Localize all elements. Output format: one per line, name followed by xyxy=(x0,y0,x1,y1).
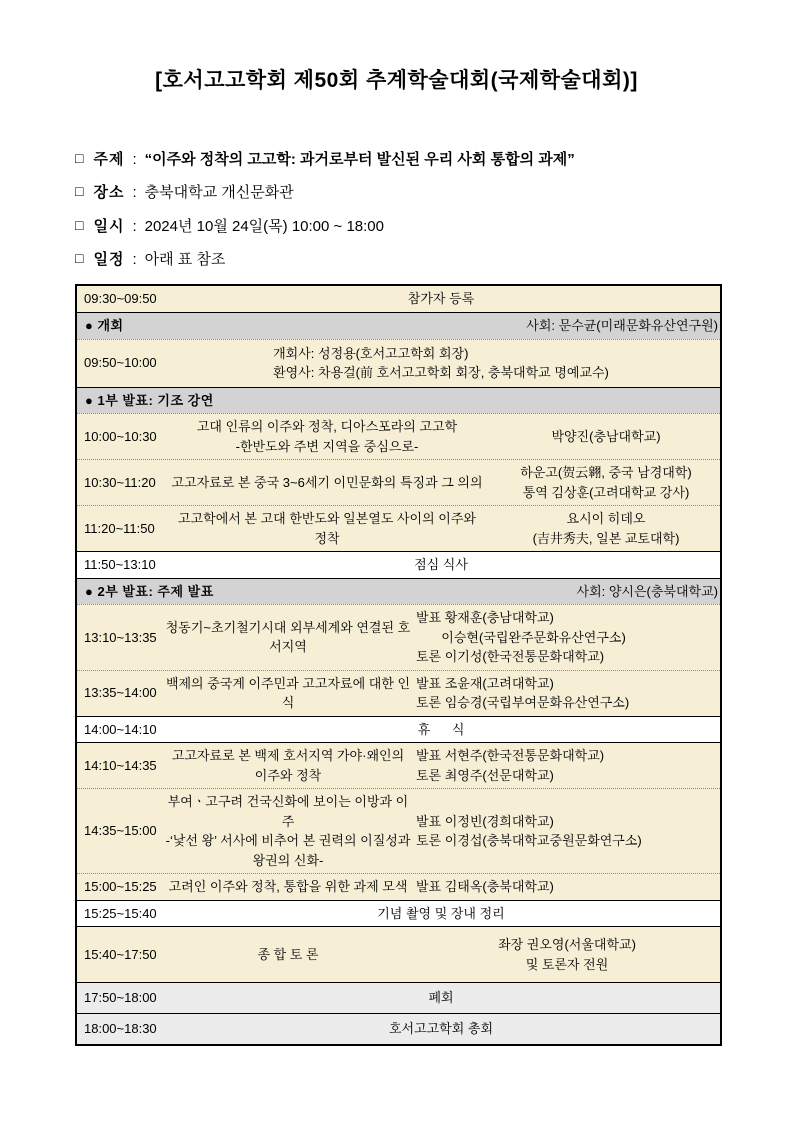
section-label: ● 개회 xyxy=(85,318,124,333)
presentation-title-line: 정착 xyxy=(314,530,340,546)
schedule-row xyxy=(77,982,720,1013)
speaker-line: 발표 황재훈(충남대학교) xyxy=(416,610,554,625)
presentation-title-line: 종 합 토 론 xyxy=(257,946,319,962)
presentation-title-line: 청동기~초기철기시대 외부세계와 연결된 호서지역 xyxy=(165,619,411,655)
time-cell: 14:35~15:00 xyxy=(84,823,157,839)
square-bullet-icon: □ xyxy=(75,183,84,200)
speaker-line: 발표 김태옥(충북대학교) xyxy=(416,879,554,894)
time-cell: 13:35~14:00 xyxy=(84,685,157,701)
info-value: 충북대학교 개신문화관 xyxy=(144,184,294,202)
speaker-cell xyxy=(492,460,720,505)
opening-lines xyxy=(273,344,609,383)
speaker-line: 발표 서현주(한국전통문화대학교) xyxy=(416,748,605,763)
speaker-cell xyxy=(414,743,720,788)
speaker-line: 발표 조윤재(고려대학교) xyxy=(416,675,554,691)
presentation-title-cell xyxy=(162,743,414,788)
opening-cell xyxy=(162,340,720,387)
event-cell: 휴 식 xyxy=(417,721,465,737)
opening-line: 환영사: 차용걸(前 호서고고학회 회장, 충북대학교 명예교수) xyxy=(273,365,609,380)
presentation-title-line: 부여ㆍ고구려 건국신화에 보이는 이방과 이주 xyxy=(167,794,409,829)
moderator-text xyxy=(718,388,720,414)
presentation-title-line: 고고학에서 본 고대 한반도와 일본열도 사이의 이주와 xyxy=(178,511,476,526)
info-label: 주제 xyxy=(93,151,125,168)
time-cell: 10:00~10:30 xyxy=(84,428,157,444)
schedule-row xyxy=(77,900,720,927)
info-label: 일정 xyxy=(93,250,125,268)
presentation-title-line: -한반도와 주변 지역을 중심으로- xyxy=(235,438,419,454)
time-cell: 14:00~14:10 xyxy=(84,721,157,737)
event-cell: 기념 촬영 및 장내 정리 xyxy=(377,905,505,921)
presentation-title-cell xyxy=(162,789,414,873)
time-cell: 18:00~18:30 xyxy=(84,1021,157,1037)
page-title: [호서고고학회 제50회 추계학술대회(국제학술대회)] xyxy=(155,69,638,92)
schedule-row xyxy=(77,670,720,716)
schedule-row xyxy=(77,387,720,414)
schedule-row xyxy=(77,788,720,873)
presentation-title-line: 고대 인류의 이주와 정착, 디아스포라의 고고학 xyxy=(196,419,458,434)
schedule-row xyxy=(77,926,720,982)
time-cell: 10:30~11:20 xyxy=(84,474,156,490)
info-colon: : xyxy=(132,250,137,268)
speaker-line: 좌장 권오영(서울대학교) xyxy=(498,937,636,952)
schedule-row xyxy=(77,1013,720,1044)
square-bullet-icon: □ xyxy=(75,249,84,266)
speaker-line: 토론 이기성(한국전통문화대학교) xyxy=(416,649,605,664)
speaker-cell xyxy=(414,927,720,982)
schedule-row xyxy=(77,578,720,605)
schedule-row xyxy=(77,604,720,670)
info-label: 일시 xyxy=(93,217,125,235)
presentation-title-cell xyxy=(162,506,492,551)
speaker-cell xyxy=(414,874,720,900)
schedule-row xyxy=(77,873,720,900)
speaker-cell xyxy=(414,671,720,716)
presentation-title-line: 백제의 중국계 이주민과 고고자료에 대한 인식 xyxy=(165,675,411,710)
time-cell: 11:50~13:10 xyxy=(84,557,156,572)
speaker-cell xyxy=(492,506,720,551)
info-label: 장소 xyxy=(93,184,125,202)
speaker-line: 박양진(충남대학교) xyxy=(551,428,661,444)
event-cell: 호서고고학회 총회 xyxy=(388,1021,494,1037)
info-value: “이주와 정착의 고고학: 과거로부터 발신된 우리 사회 통합의 과제” xyxy=(144,151,575,168)
presentation-title-cell xyxy=(162,671,414,716)
speaker-line: 토론 임승경(국립부여문화유산연구소) xyxy=(416,695,630,710)
presentation-title-line: 고고자료로 본 중국 3~6세기 이민문화의 특징과 그 의의 xyxy=(171,474,483,490)
schedule-table xyxy=(75,284,722,1046)
square-bullet-icon: □ xyxy=(75,216,84,233)
time-cell: 15:25~15:40 xyxy=(84,905,157,921)
moderator-text: 사회: 양시은(충북대학교) xyxy=(576,583,718,599)
speaker-line: 토론 이경섭(충북대학교중원문화연구소) xyxy=(416,833,642,848)
presentation-title-line: 고고자료로 본 백제 호서지역 가야·왜인의 이주와 정착 xyxy=(171,748,405,783)
schedule-row xyxy=(77,286,720,312)
presentation-title-line: 고려인 이주와 정착, 통합을 위한 과제 모색 xyxy=(168,879,408,894)
presentation-title-cell xyxy=(162,414,492,459)
presentation-title-cell xyxy=(162,460,492,505)
speaker-cell xyxy=(492,414,720,459)
presentation-title-cell xyxy=(162,927,414,982)
schedule-row xyxy=(77,551,720,578)
schedule-row xyxy=(77,716,720,743)
schedule-row xyxy=(77,742,720,788)
speaker-line: (吉井秀夫, 일본 교토대학) xyxy=(532,530,680,546)
section-label: ● 1부 발표: 기조 강연 xyxy=(85,392,214,408)
speaker-cell xyxy=(414,789,720,873)
schedule-row xyxy=(77,339,720,387)
presentation-title-cell xyxy=(162,874,414,900)
moderator-text: 사회: 문수균(미래문화유산연구원) xyxy=(526,318,718,333)
speaker-line: 통역 김상훈(고려대학교 강사) xyxy=(522,484,690,500)
schedule-row xyxy=(77,459,720,505)
schedule-row xyxy=(77,505,720,551)
time-cell: 14:10~14:35 xyxy=(84,757,157,773)
schedule-row xyxy=(77,312,720,339)
speaker-line: 발표 이정빈(경희대학교) xyxy=(416,813,554,829)
info-item xyxy=(75,183,723,203)
time-cell: 11:20~11:50 xyxy=(84,520,155,536)
speaker-cell xyxy=(414,605,720,670)
opening-line: 개회사: 성정용(호서고고학회 회장) xyxy=(273,345,469,361)
speaker-line: 요시이 히데오 xyxy=(566,511,646,526)
time-cell: 13:10~13:35 xyxy=(84,629,157,645)
time-cell: 15:40~17:50 xyxy=(84,946,157,962)
time-cell: 09:50~10:00 xyxy=(84,355,157,371)
presentation-title-line: -‘낯선 왕’ 서사에 비추어 본 권력의 이질성과 왕권의 신화- xyxy=(165,833,411,868)
time-cell: 15:00~15:25 xyxy=(84,879,157,894)
square-bullet-icon: □ xyxy=(75,150,84,166)
time-cell: 17:50~18:00 xyxy=(84,990,157,1006)
info-value: 아래 표 참조 xyxy=(144,250,226,268)
schedule-row xyxy=(77,413,720,459)
info-item xyxy=(75,217,723,237)
time-cell: 09:30~09:50 xyxy=(84,291,157,307)
presentation-title-cell xyxy=(162,605,414,670)
event-cell: 폐회 xyxy=(428,990,454,1006)
event-cell: 참가자 등록 xyxy=(407,291,475,307)
speaker-line: 및 토론자 전원 xyxy=(525,956,609,972)
info-colon: : xyxy=(132,217,137,235)
info-list xyxy=(75,150,723,270)
info-item xyxy=(75,150,723,170)
speaker-line: 토론 최영주(선문대학교) xyxy=(416,767,554,783)
info-value: 2024년 10월 24일(목) 10:00 ~ 18:00 xyxy=(144,217,384,235)
info-colon: : xyxy=(132,184,137,202)
info-item xyxy=(75,250,723,270)
speaker-line: 이승현(국립완주문화유산연구소) xyxy=(416,629,626,645)
speaker-line: 하운고(贺云翱, 중국 남경대학) xyxy=(520,465,692,480)
section-label: ● 2부 발표: 주제 발표 xyxy=(85,583,214,599)
event-cell: 점심 식사 xyxy=(414,557,468,572)
info-colon: : xyxy=(132,151,137,168)
